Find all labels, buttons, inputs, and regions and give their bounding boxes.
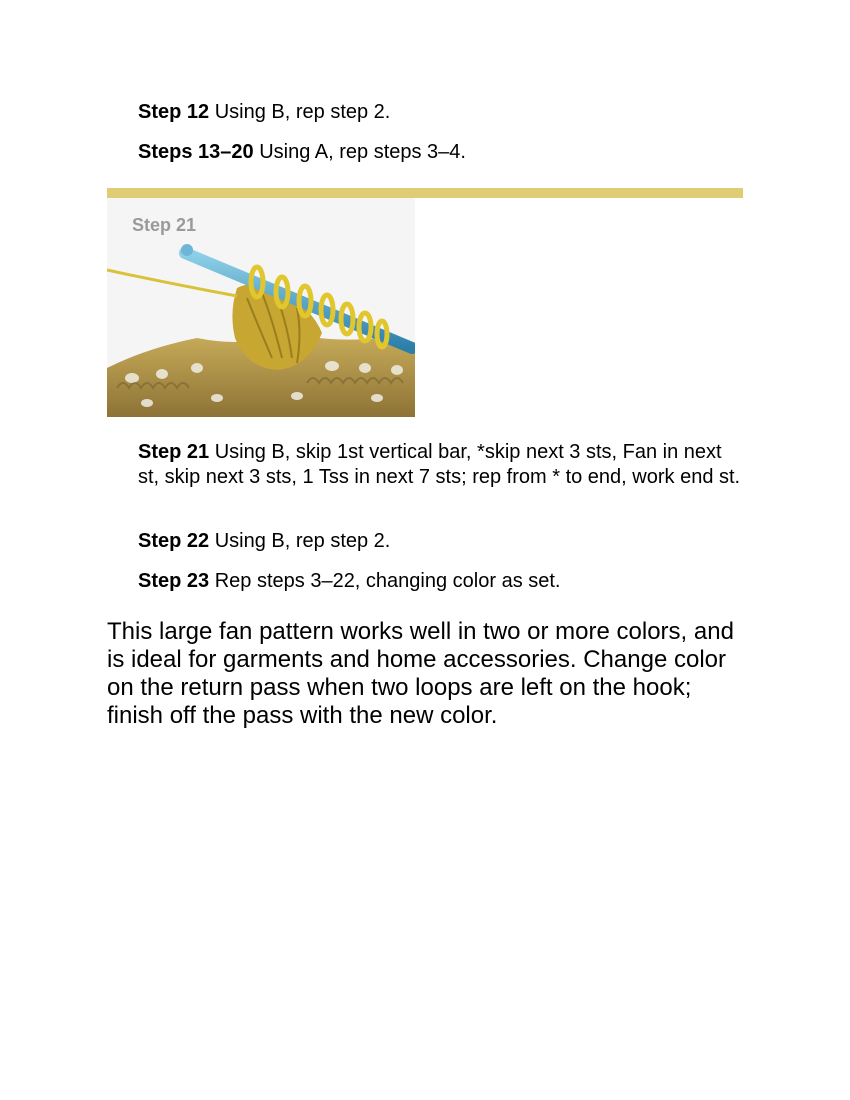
step-text: Using B, skip 1st vertical bar, *skip next 3 sts, Fan in next st, skip next 3 sts, 1 Tss in next 7 sts; rep from * to end, work end st. — [138, 441, 741, 488]
pattern-description: This large fan pattern works well in two or more colors, and is ideal for garments and home accessories. Change color on the return pass when two loops are left on the hook; finish off the pass with the new color. — [107, 618, 734, 729]
step-12 — [138, 100, 748, 125]
accent-rule — [107, 188, 743, 198]
step-21-photo — [107, 198, 415, 417]
step-text: Rep steps 3–22, changing color as set. — [209, 570, 561, 592]
step-label: Step 12 — [138, 101, 210, 123]
step-label: Step 23 — [138, 570, 210, 592]
step-text: Using A, rep steps 3–4. — [253, 141, 466, 163]
step-label: Step 21 — [138, 441, 210, 463]
step-21 — [138, 440, 748, 490]
step-label: Steps 13–20 — [138, 141, 254, 163]
steps-13-20 — [138, 140, 748, 165]
step-text: Using B, rep step 2. — [209, 530, 391, 552]
step-text: Using B, rep step 2. — [209, 101, 391, 123]
photo-step-label: Step 21 — [132, 215, 197, 235]
step-22 — [138, 529, 748, 554]
step-23 — [138, 569, 748, 594]
step-label: Step 22 — [138, 530, 210, 552]
